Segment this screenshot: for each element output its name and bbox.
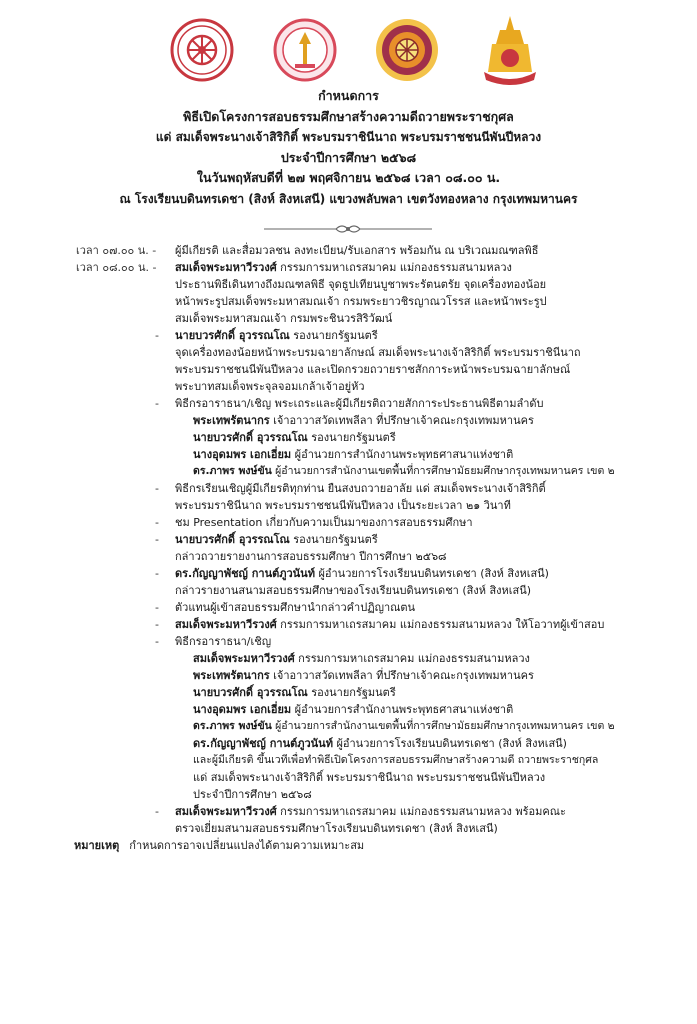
person-role: กรรมการมหาเถรสมาคม แม่กองธรรมสนามหลวง พร้อมคณะ bbox=[276, 805, 566, 818]
person-name: นางอุดมพร เอกเอี่ยม bbox=[193, 703, 292, 716]
header-venue: ณ โรงเรียนบดินทรเดชา (สิงห์ สิงหเสนี) แขวงพลับพลา เขตวังทองหลาง กรุงเทพมหานคร bbox=[119, 191, 578, 206]
bullet-dash: - bbox=[155, 397, 159, 410]
schedule-text: ชม Presentation เกี่ยวกับความเป็นมาของการสอบธรรมศึกษา bbox=[175, 516, 473, 529]
note-label: หมายเหตุ bbox=[74, 839, 120, 852]
schedule-text bbox=[193, 650, 530, 667]
time-label: เวลา ๐๗.๐๐ น. - bbox=[76, 244, 157, 257]
schedule-text bbox=[193, 718, 615, 735]
schedule-text bbox=[175, 803, 566, 820]
schedule-text: พระบรมราชชนนีพันปีหลวง และเปิดกรวยถวายราชสักการะหน้าพระบรมฉายาลักษณ์ bbox=[175, 363, 571, 376]
ornamental-divider bbox=[262, 222, 434, 236]
chulalongkorn-crown-seal-icon bbox=[478, 14, 542, 86]
person-role: รองนายกรัฐมนตรี bbox=[289, 533, 378, 546]
schedule-text bbox=[175, 327, 378, 344]
person-role: ผู้อำนวยการสำนักงานพระพุทธศาสนาแห่งชาติ bbox=[291, 448, 514, 461]
person-role: กรรมการมหาเถรสมาคม แม่กองธรรมสนามหลวง ให้โอวาทผู้เข้าสอบ bbox=[276, 618, 605, 631]
schedule-text bbox=[175, 565, 549, 582]
schedule-text: ประจำปีการศึกษา ๒๕๖๘ bbox=[193, 788, 312, 801]
person-name: พระเทพรัตนากร bbox=[193, 669, 270, 682]
schedule-row bbox=[0, 242, 697, 259]
schedule-text: และผู้มีเกียรติ ขึ้นเวทีเพื่อทำพิธีเปิดโครงการสอบธรรมศึกษาสร้างความดี ถวายพระราชกุศล bbox=[193, 754, 599, 766]
schedule-text: กล่าวถวายรายงานการสอบธรรมศึกษา ปีการศึกษา ๒๕๖๘ bbox=[175, 550, 447, 563]
person-name: นางอุดมพร เอกเอี่ยม bbox=[193, 448, 292, 461]
schedule-text bbox=[193, 463, 615, 480]
schedule-text: ประธานพิธีเดินทางถึงมณฑลพิธี จุดธูปเทียนบูชาพระรัตนตรัย จุดเครื่องทองน้อย bbox=[175, 278, 547, 291]
schedule-text: แด่ สมเด็จพระนางเจ้าสิริกิติ์ พระบรมราชินีนาถ พระบรมราชชนนีพันปีหลวง bbox=[193, 771, 546, 784]
bullet-dash: - bbox=[155, 482, 159, 495]
person-name: นายบวรศักดิ์ อุวรรณโณ bbox=[175, 329, 290, 342]
person-role: เจ้าอาวาสวัดเทพลีลา ที่ปรึกษาเจ้าคณะกรุงเทพมหานคร bbox=[269, 669, 534, 682]
person-role: เจ้าอาวาสวัดเทพลีลา ที่ปรึกษาเจ้าคณะกรุงเทพมหานคร bbox=[269, 414, 534, 427]
bullet-dash: - bbox=[155, 567, 159, 580]
education-association-seal-icon bbox=[273, 14, 337, 86]
dharma-wheel-rays-seal-icon bbox=[375, 14, 439, 86]
person-role: รองนายกรัฐมนตรี bbox=[307, 431, 396, 444]
dharma-wheel-seal-icon bbox=[170, 14, 234, 86]
bullet-dash: - bbox=[155, 533, 159, 546]
schedule-text: กล่าวรายงานสนามสอบธรรมศึกษาของโรงเรียนบดินทรเดชา (สิงห์ สิงหเสนี) bbox=[175, 584, 532, 597]
header-date: ในวันพฤหัสบดีที่ ๒๗ พฤศจิกายน ๒๕๖๘ เวลา ๐๘.๐๐ น. bbox=[196, 170, 501, 185]
schedule-text bbox=[175, 531, 378, 548]
schedule-text bbox=[193, 412, 534, 429]
header-dedication: แด่ สมเด็จพระนางเจ้าสิริกิติ์ พระบรมราชินีนาถ พระบรมราชชนนีพันปีหลวง bbox=[155, 130, 542, 144]
time-label: เวลา ๐๘.๐๐ น. - bbox=[76, 261, 157, 274]
logo-row bbox=[0, 14, 697, 94]
person-role: ผู้อำนวยการสำนักงานเขตพื้นที่การศึกษามัธยมศึกษากรุงเทพมหานคร เขต ๒ bbox=[271, 720, 615, 732]
person-role: ผู้อำนวยการโรงเรียนบดินทรเดชา (สิงห์ สิงหเสนี) bbox=[332, 737, 567, 750]
person-name: นายบวรศักดิ์ อุวรรณโณ bbox=[193, 686, 308, 699]
header-event-name: พิธีเปิดโครงการสอบธรรมศึกษาสร้างความดีถวายพระราชกุศล bbox=[183, 108, 514, 124]
note-line bbox=[74, 837, 364, 854]
schedule-text bbox=[193, 684, 396, 701]
person-name: นายบวรศักดิ์ อุวรรณโณ bbox=[175, 533, 290, 546]
person-name: สมเด็จพระมหาวีรวงศ์ bbox=[175, 805, 277, 818]
schedule-text bbox=[175, 259, 512, 276]
schedule-text bbox=[193, 735, 567, 752]
schedule-text bbox=[193, 701, 513, 718]
schedule-text: ผู้มีเกียรติ และสื่อมวลชน ลงทะเบียน/รับเอกสาร พร้อมกัน ณ บริเวณมณฑลพิธี bbox=[175, 244, 539, 257]
schedule-text bbox=[193, 667, 534, 684]
person-role: รองนายกรัฐมนตรี bbox=[307, 686, 396, 699]
note-text: กำหนดการอาจเปลี่ยนแปลงได้ตามความเหมาะสม bbox=[129, 839, 365, 852]
bullet-dash: - bbox=[155, 635, 159, 648]
person-role: ผู้อำนวยการสำนักงานพระพุทธศาสนาแห่งชาติ bbox=[291, 703, 514, 716]
schedule-text: พิธีกรเรียนเชิญผู้มีเกียรติทุกท่าน ยืนสงบถวายอาลัย แด่ สมเด็จพระนางเจ้าสิริกิติ์ bbox=[175, 482, 546, 495]
bullet-dash: - bbox=[155, 601, 159, 614]
person-name: สมเด็จพระมหาวีรวงศ์ bbox=[175, 618, 277, 631]
person-role: รองนายกรัฐมนตรี bbox=[289, 329, 378, 342]
person-role: กรรมการมหาเถรสมาคม แม่กองธรรมสนามหลวง bbox=[276, 261, 512, 274]
footnote bbox=[0, 837, 697, 854]
person-name: ดร.กัญญาพัชญ์ กานต์ภูวนันท์ bbox=[193, 737, 333, 750]
schedule-text: พระบาทสมเด็จพระจุลจอมเกล้าเจ้าอยู่หัว bbox=[175, 380, 365, 393]
person-name: ดร.ภาพร พงษ์ขัน bbox=[193, 720, 272, 732]
person-name: พระเทพรัตนากร bbox=[193, 414, 270, 427]
schedule-text: ตรวจเยี่ยมสนามสอบธรรมศึกษาโรงเรียนบดินทรเดชา (สิงห์ สิงหเสนี) bbox=[175, 822, 498, 835]
schedule-text: พิธีกรอาราธนา/เชิญ พระเถระและผู้มีเกียรติถวายสักการะประธานพิธีตามลำดับ bbox=[175, 397, 544, 410]
schedule-text: พระบรมราชินีนาถ พระบรมราชชนนีพันปีหลวง เป็นระยะเวลา ๒๑ วินาที bbox=[175, 499, 511, 512]
bullet-dash: - bbox=[155, 805, 159, 818]
schedule-list bbox=[0, 242, 697, 854]
document-header bbox=[0, 86, 697, 209]
person-name: สมเด็จพระมหาวีรวงศ์ bbox=[193, 652, 295, 665]
schedule-text: พิธีกรอาราธนา/เชิญ bbox=[175, 635, 272, 648]
schedule-text: ตัวแทนผู้เข้าสอบธรรมศึกษานำกล่าวคำปฏิญาณตน bbox=[175, 601, 416, 614]
schedule-text: จุดเครื่องทองน้อยหน้าพระบรมฉายาลักษณ์ สมเด็จพระนางเจ้าสิริกิติ์ พระบรมราชินีนาถ bbox=[175, 346, 581, 359]
person-role: ผู้อำนวยการโรงเรียนบดินทรเดชา (สิงห์ สิงหเสนี) bbox=[314, 567, 549, 580]
person-role: ผู้อำนวยการสำนักงานเขตพื้นที่การศึกษามัธยมศึกษากรุงเทพมหานคร เขต ๒ bbox=[271, 465, 615, 477]
schedule-text bbox=[193, 446, 513, 463]
schedule-text: สมเด็จพระมหาสมณเจ้า กรมพระชินวรสิริวัฒน์ bbox=[175, 312, 393, 325]
schedule-row bbox=[0, 259, 697, 276]
header-title: กำหนดการ bbox=[318, 88, 379, 103]
bullet-dash: - bbox=[155, 329, 159, 342]
person-name: ดร.กัญญาพัชญ์ กานต์ภูวนันท์ bbox=[175, 567, 315, 580]
schedule-text bbox=[193, 429, 396, 446]
bullet-dash: - bbox=[155, 516, 159, 529]
bullet-dash: - bbox=[155, 618, 159, 631]
person-role: กรรมการมหาเถรสมาคม แม่กองธรรมสนามหลวง bbox=[294, 652, 530, 665]
person-name: สมเด็จพระมหาวีรวงศ์ bbox=[175, 261, 277, 274]
header-academic-year: ประจำปีการศึกษา ๒๕๖๘ bbox=[280, 149, 417, 165]
schedule-text bbox=[175, 616, 604, 633]
person-name: ดร.ภาพร พงษ์ขัน bbox=[193, 465, 272, 477]
person-name: นายบวรศักดิ์ อุวรรณโณ bbox=[193, 431, 308, 444]
schedule-text: หน้าพระรูปสมเด็จพระมหาสมณเจ้า กรมพระยาวชิรญาณวโรรส และหน้าพระรูป bbox=[175, 295, 547, 308]
